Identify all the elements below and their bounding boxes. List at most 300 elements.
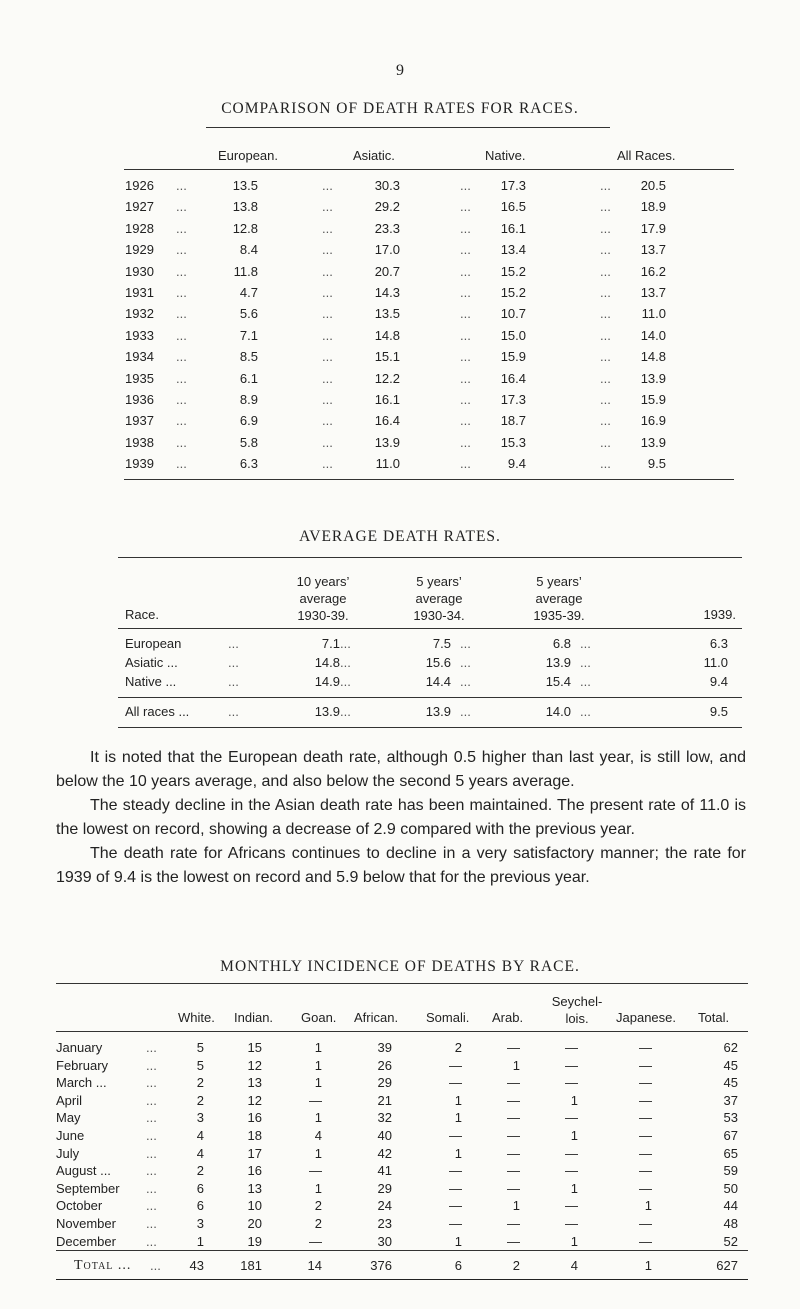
table2-title: AVERAGE DEATH RATES. [299, 528, 501, 545]
leader-dots: ... [460, 327, 471, 343]
t2-header-5yr-a: 5 years’ average 1930-34. [413, 574, 465, 623]
table-cell-european: 8.4 [239, 242, 258, 258]
leader-dots: ... [176, 199, 187, 215]
t3-header-somali: Somali. [426, 1010, 470, 1025]
table-cell-european: 6.3 [239, 456, 258, 472]
leader-dots: ... [600, 285, 611, 300]
leader-dots: ... [460, 370, 471, 386]
leader-dots: ... [600, 434, 611, 450]
table-cell-v3: 14.0 [545, 704, 571, 719]
table-cell-all: 18.9 [640, 199, 666, 215]
table-row-month: May [56, 1110, 81, 1126]
table2-header-rule [118, 628, 742, 629]
table-cell: 6 [196, 1180, 204, 1196]
table-cell-european: 5.8 [239, 434, 258, 450]
table-row-year: 1928 [125, 220, 154, 236]
leader-dots: ... [600, 220, 611, 236]
table-cell-all: 15.9 [640, 392, 666, 407]
table-cell: — [309, 1233, 322, 1249]
table-cell: 5 [196, 1040, 204, 1055]
leader-dots: ... [600, 456, 611, 472]
table-cell: 52 [723, 1233, 738, 1249]
table-cell: — [565, 1040, 578, 1055]
table-cell: 29 [377, 1180, 392, 1196]
table-cell: 13 [247, 1075, 262, 1091]
table-cell-native: 16.1 [500, 220, 526, 236]
leader-dots: ... [228, 704, 239, 719]
leader-dots: ... [600, 263, 611, 279]
table-cell-european: 8.5 [239, 349, 258, 365]
leader-dots: ... [322, 242, 333, 258]
leader-dots: ... [146, 1198, 157, 1214]
table-cell: 1 [570, 1180, 578, 1196]
table-cell-asiatic: 14.3 [374, 285, 400, 300]
table-cell: 59 [723, 1163, 738, 1179]
leader-dots: ... [176, 327, 187, 343]
table-cell: 181 [240, 1258, 262, 1273]
table-cell: 2 [454, 1040, 462, 1055]
table-cell-native: 15.2 [500, 285, 526, 300]
leader-dots: ... [600, 199, 611, 215]
paragraph-asian: The steady decline in the Asian death rate has been maintained. The present rate of 11.0 is the lowest on record, showing a decrease of 2.9 compared with the previous year. [56, 797, 746, 838]
t3-header-total: Total. [698, 1010, 730, 1025]
table-row-year: 1933 [125, 327, 154, 343]
table-cell-european: 12.8 [232, 220, 258, 236]
table-cell: 1 [314, 1040, 322, 1055]
table-cell: 67 [723, 1128, 738, 1143]
table-cell: — [449, 1216, 462, 1231]
table3-total-rule [56, 1250, 748, 1251]
table-cell-native: 15.3 [500, 434, 526, 450]
table2-bottom-rule [118, 727, 742, 728]
table-cell: 3 [196, 1216, 204, 1231]
leader-dots: ... [460, 199, 471, 215]
leader-dots: ... [176, 434, 187, 450]
leader-dots: ... [340, 674, 351, 689]
leader-dots: ... [322, 349, 333, 365]
table-row-year: 1930 [125, 263, 154, 279]
table-cell: 6 [196, 1198, 204, 1214]
leader-dots: ... [146, 1092, 157, 1108]
table-cell: 1 [512, 1057, 520, 1073]
leader-dots: ... [228, 674, 239, 689]
table-cell: 65 [723, 1145, 738, 1161]
table-cell: 24 [377, 1198, 392, 1214]
leader-dots: ... [600, 178, 611, 193]
table-cell-all: 13.7 [640, 285, 666, 300]
leader-dots: ... [146, 1216, 157, 1231]
table-cell: — [449, 1163, 462, 1179]
table-cell: — [449, 1128, 462, 1143]
table-cell-european: 7.1 [239, 327, 258, 343]
table-cell: 21 [377, 1092, 392, 1108]
table-row-month: November [56, 1216, 116, 1231]
table-cell-asiatic: 23.3 [374, 220, 400, 236]
table-cell: — [639, 1040, 652, 1055]
leader-dots: ... [322, 327, 333, 343]
leader-dots: ... [176, 285, 187, 300]
leader-dots: ... [580, 655, 591, 670]
table-cell-native: 10.7 [500, 306, 526, 322]
table-cell-asiatic: 16.1 [374, 392, 400, 407]
table3-bottom-rule [56, 1279, 748, 1280]
table-cell: 43 [189, 1258, 204, 1273]
table-cell: — [639, 1180, 652, 1196]
table-cell: 30 [377, 1233, 392, 1249]
table-cell-v1: 14.8 [314, 655, 340, 670]
table-row-year: 1938 [125, 434, 154, 450]
table-cell: 4 [314, 1128, 322, 1143]
table-cell-all: 14.0 [640, 327, 666, 343]
table-cell-v3: 6.8 [552, 636, 571, 651]
t3-header-white: White. [178, 1010, 215, 1025]
leader-dots: ... [600, 327, 611, 343]
table-cell-v3: 15.4 [545, 674, 571, 689]
table-cell: 2 [512, 1258, 520, 1273]
table-cell: — [565, 1163, 578, 1179]
table-cell: 16 [247, 1110, 262, 1126]
table-cell: 1 [644, 1258, 652, 1273]
table-cell-native: 15.0 [500, 327, 526, 343]
leader-dots: ... [322, 392, 333, 407]
table-cell-v3: 13.9 [545, 655, 571, 670]
table-cell: 1 [644, 1198, 652, 1214]
table-cell-asiatic: 11.0 [375, 456, 400, 472]
table-cell-asiatic: 17.0 [374, 242, 400, 258]
leader-dots: ... [460, 456, 471, 472]
table1-title: COMPARISON OF DEATH RATES FOR RACES. [221, 100, 579, 117]
table-cell: — [507, 1110, 520, 1126]
table-cell: — [639, 1110, 652, 1126]
leader-dots: ... [600, 306, 611, 322]
table-cell-native: 15.9 [500, 349, 526, 365]
table-cell-asiatic: 14.8 [374, 327, 400, 343]
leader-dots: ... [580, 704, 591, 719]
leader-dots: ... [460, 178, 471, 193]
table-cell-v2: 14.4 [425, 674, 451, 689]
leader-dots: ... [460, 263, 471, 279]
table-row-month: January [56, 1040, 103, 1055]
t2-header-race: Race. [125, 607, 159, 622]
table-cell: 40 [377, 1128, 392, 1143]
table-cell-asiatic: 20.7 [374, 263, 400, 279]
table-cell: — [639, 1092, 652, 1108]
table-row-month: August ... [56, 1163, 111, 1179]
table1-header-rule [124, 169, 734, 170]
leader-dots: ... [176, 370, 187, 386]
table-row-month: February [56, 1057, 109, 1073]
table-cell: — [565, 1057, 578, 1073]
table-cell: 53 [723, 1110, 738, 1126]
table-cell: 6 [454, 1258, 462, 1273]
table-cell: 37 [723, 1092, 738, 1108]
table-cell-v4: 11.0 [703, 655, 728, 670]
table-cell: — [639, 1163, 652, 1179]
table-row-month: June [56, 1128, 85, 1143]
table-cell: 50 [723, 1180, 738, 1196]
leader-dots: ... [460, 306, 471, 322]
leader-dots: ... [146, 1075, 157, 1091]
t1-header-asiatic: Asiatic. [353, 148, 395, 163]
t2-header-1939: 1939. [703, 607, 736, 622]
table-cell: 1 [454, 1233, 462, 1249]
table-cell: 17 [247, 1145, 262, 1161]
leader-dots: ... [460, 242, 471, 258]
leader-dots: ... [146, 1145, 157, 1161]
table-row-month: March ... [56, 1075, 107, 1091]
leader-dots: ... [146, 1180, 157, 1196]
table-cell: 48 [723, 1216, 738, 1231]
table-cell: 2 [196, 1163, 204, 1179]
table-cell: — [449, 1057, 462, 1073]
table2-top-rule [118, 557, 742, 558]
table-cell: 1 [314, 1110, 322, 1126]
table-cell-all: 16.2 [640, 263, 666, 279]
table-cell-all: 13.9 [640, 434, 666, 450]
leader-dots: ... [146, 1128, 157, 1143]
table-cell: — [507, 1233, 520, 1249]
table-cell: 4 [570, 1258, 578, 1273]
table-cell: — [507, 1040, 520, 1055]
table-cell-european: 8.9 [239, 392, 258, 407]
table-cell-all: 17.9 [640, 220, 666, 236]
table-cell-v1: 13.9 [314, 704, 340, 719]
table-cell: 45 [723, 1075, 738, 1091]
table-cell: 4 [196, 1145, 204, 1161]
table1-title-rule [206, 127, 610, 128]
leader-dots: ... [176, 220, 187, 236]
table-row-race: Native ... [125, 674, 177, 689]
leader-dots: ... [176, 413, 187, 429]
table-cell-native: 18.7 [500, 413, 526, 429]
t3-header-arab: Arab. [492, 1010, 524, 1025]
t1-header-native: Native. [485, 148, 526, 163]
table-cell: 1 [454, 1092, 462, 1108]
leader-dots: ... [322, 178, 333, 193]
table-row-year: 1926 [125, 178, 154, 193]
table-cell: 13 [247, 1180, 262, 1196]
leader-dots: ... [600, 392, 611, 407]
table-cell: 18 [247, 1128, 262, 1143]
table-cell: — [639, 1057, 652, 1073]
leader-dots: ... [340, 655, 351, 670]
table-cell: — [507, 1216, 520, 1231]
table-cell: 44 [723, 1198, 738, 1214]
table-cell: — [507, 1075, 520, 1091]
table-cell: 19 [247, 1233, 262, 1249]
leader-dots: ... [322, 199, 333, 215]
table-row-year: 1932 [125, 306, 154, 322]
table-row-year: 1931 [125, 285, 154, 300]
paragraph-european: It is noted that the European death rate, although 0.5 higher than last year, is still low, and below the 10 years average, and also below the second 5 years average. [56, 749, 746, 790]
leader-dots: ... [580, 674, 591, 689]
table-cell-v4: 9.4 [709, 674, 728, 689]
table-cell-european: 6.1 [239, 370, 258, 386]
leader-dots: ... [322, 285, 333, 300]
table-cell: 12 [247, 1057, 262, 1073]
table-cell-v2: 13.9 [425, 704, 451, 719]
leader-dots: ... [146, 1110, 157, 1126]
table-cell: 2 [314, 1198, 322, 1214]
leader-dots: ... [460, 349, 471, 365]
paragraph-african: The death rate for Africans continues to decline in a very satisfactory manner; the rate for 1939 of 9.4 is the lowest on record and 5.9 below that for the previous year. [56, 845, 746, 886]
table-row-year: 1927 [125, 199, 154, 215]
table-cell-native: 13.4 [500, 242, 526, 258]
table-cell-native: 9.4 [507, 456, 526, 472]
table-cell: 2 [196, 1075, 204, 1091]
leader-dots: ... [322, 306, 333, 322]
table1-bottom-rule [124, 479, 734, 480]
leader-dots: ... [600, 413, 611, 429]
t3-header-japanese: Japanese. [616, 1010, 676, 1025]
table-cell-native: 16.5 [500, 199, 526, 215]
table-cell: — [565, 1145, 578, 1161]
table-row-race: European [125, 636, 182, 651]
table-row-race: Asiatic ... [125, 655, 178, 670]
table-cell-european: 11.8 [233, 263, 258, 279]
table3-top-rule [56, 983, 748, 984]
table-cell: — [565, 1216, 578, 1231]
table-cell: 42 [377, 1145, 392, 1161]
table-cell: 15 [247, 1040, 262, 1055]
table-cell-native: 17.3 [500, 392, 526, 407]
table-cell: 1 [570, 1128, 578, 1143]
leader-dots: ... [176, 242, 187, 258]
leader-dots: ... [146, 1040, 157, 1055]
table-row-month: July [56, 1145, 80, 1161]
table-cell-european: 6.9 [239, 413, 258, 429]
leader-dots: ... [146, 1163, 157, 1179]
table-cell: — [639, 1075, 652, 1091]
leader-dots: ... [176, 392, 187, 407]
table-cell: 1 [314, 1075, 322, 1091]
table-cell: 1 [314, 1145, 322, 1161]
table-cell-asiatic: 16.4 [374, 413, 400, 429]
table-cell: 20 [247, 1216, 262, 1231]
leader-dots: ... [150, 1258, 161, 1273]
leader-dots: ... [176, 306, 187, 322]
table-cell: 29 [377, 1075, 392, 1091]
table-row-year: 1937 [125, 413, 154, 429]
leader-dots: ... [460, 704, 471, 719]
t3-header-goan: Goan. [301, 1010, 337, 1025]
t1-header-european: European. [218, 148, 278, 163]
commentary [56, 746, 746, 890]
leader-dots: ... [460, 655, 471, 670]
t3-header-seychellois: Seychel- lois. [551, 994, 603, 1026]
table-cell-v1: 7.1 [321, 636, 340, 651]
leader-dots: ... [580, 636, 591, 651]
table-cell: 26 [377, 1057, 392, 1073]
table-cell: 1 [196, 1233, 204, 1249]
table-row-month: December [56, 1233, 116, 1249]
leader-dots: ... [460, 220, 471, 236]
table-cell: 3 [196, 1110, 204, 1126]
table-cell: — [449, 1075, 462, 1091]
table-cell: — [449, 1198, 462, 1214]
table-cell-v1: 14.9 [314, 674, 340, 689]
table-cell: — [565, 1075, 578, 1091]
table-row-year: 1929 [125, 242, 154, 258]
table-cell: — [507, 1180, 520, 1196]
table-cell-all: 13.9 [640, 370, 666, 386]
table2-total-rule [118, 697, 742, 698]
table-cell: 14 [307, 1258, 322, 1273]
leader-dots: ... [322, 456, 333, 472]
leader-dots: ... [322, 434, 333, 450]
table-cell-native: 16.4 [500, 370, 526, 386]
table-cell-v4: 9.5 [709, 704, 728, 719]
t3-header-indian: Indian. [234, 1010, 274, 1025]
table-cell: 1 [454, 1110, 462, 1126]
table-cell-asiatic: 13.9 [374, 434, 400, 450]
table-cell: 2 [196, 1092, 204, 1108]
table-cell: — [639, 1233, 652, 1249]
leader-dots: ... [460, 674, 471, 689]
leader-dots: ... [460, 636, 471, 651]
table-cell: — [639, 1216, 652, 1231]
page-number: 9 [396, 62, 404, 79]
leader-dots: ... [322, 370, 333, 386]
table-cell: 39 [377, 1040, 392, 1055]
table3-title: MONTHLY INCIDENCE OF DEATHS BY RACE. [220, 958, 580, 975]
leader-dots: ... [176, 349, 187, 365]
table-cell: 1 [512, 1198, 520, 1214]
total-label: Total ... [74, 1258, 132, 1273]
table-cell: — [507, 1092, 520, 1108]
table-row-month: October [56, 1198, 103, 1214]
table-cell: — [565, 1198, 578, 1214]
leader-dots: ... [322, 263, 333, 279]
table-cell-european: 13.5 [232, 178, 258, 193]
table-cell-asiatic: 13.5 [374, 306, 400, 322]
table-row-month: September [56, 1180, 120, 1196]
table-cell-european: 13.8 [232, 199, 258, 215]
leader-dots: ... [146, 1233, 157, 1249]
table-row-year: 1934 [125, 349, 154, 365]
table-cell: 1 [570, 1092, 578, 1108]
table-cell: 32 [377, 1110, 392, 1126]
table-cell: — [309, 1092, 322, 1108]
t2-header-5yr-b: 5 years’ average 1935-39. [533, 574, 585, 623]
t1-header-all-races: All Races. [617, 148, 676, 163]
leader-dots: ... [322, 413, 333, 429]
table-cell: 4 [196, 1128, 204, 1143]
table-cell: — [507, 1163, 520, 1179]
table-cell-asiatic: 15.1 [374, 349, 400, 365]
t3-header-african: African. [354, 1010, 399, 1025]
leader-dots: ... [228, 655, 239, 670]
table-cell: 376 [370, 1258, 392, 1273]
table-cell: — [639, 1128, 652, 1143]
leader-dots: ... [600, 242, 611, 258]
table-cell-native: 17.3 [500, 178, 526, 193]
table-cell: 1 [570, 1233, 578, 1249]
table-cell-all: 14.8 [640, 349, 666, 365]
leader-dots: ... [460, 413, 471, 429]
table-cell: — [449, 1180, 462, 1196]
table-cell-v4: 6.3 [709, 636, 728, 651]
table-cell: 2 [314, 1216, 322, 1231]
table-cell: 12 [247, 1092, 262, 1108]
leader-dots: ... [176, 263, 187, 279]
table-cell: 1 [314, 1180, 322, 1196]
table-cell: 10 [247, 1198, 262, 1214]
table-cell: 23 [377, 1216, 392, 1231]
leader-dots: ... [228, 636, 239, 651]
leader-dots: ... [322, 220, 333, 236]
t2-header-10yr: 10 years’ average 1930-39. [296, 574, 350, 623]
